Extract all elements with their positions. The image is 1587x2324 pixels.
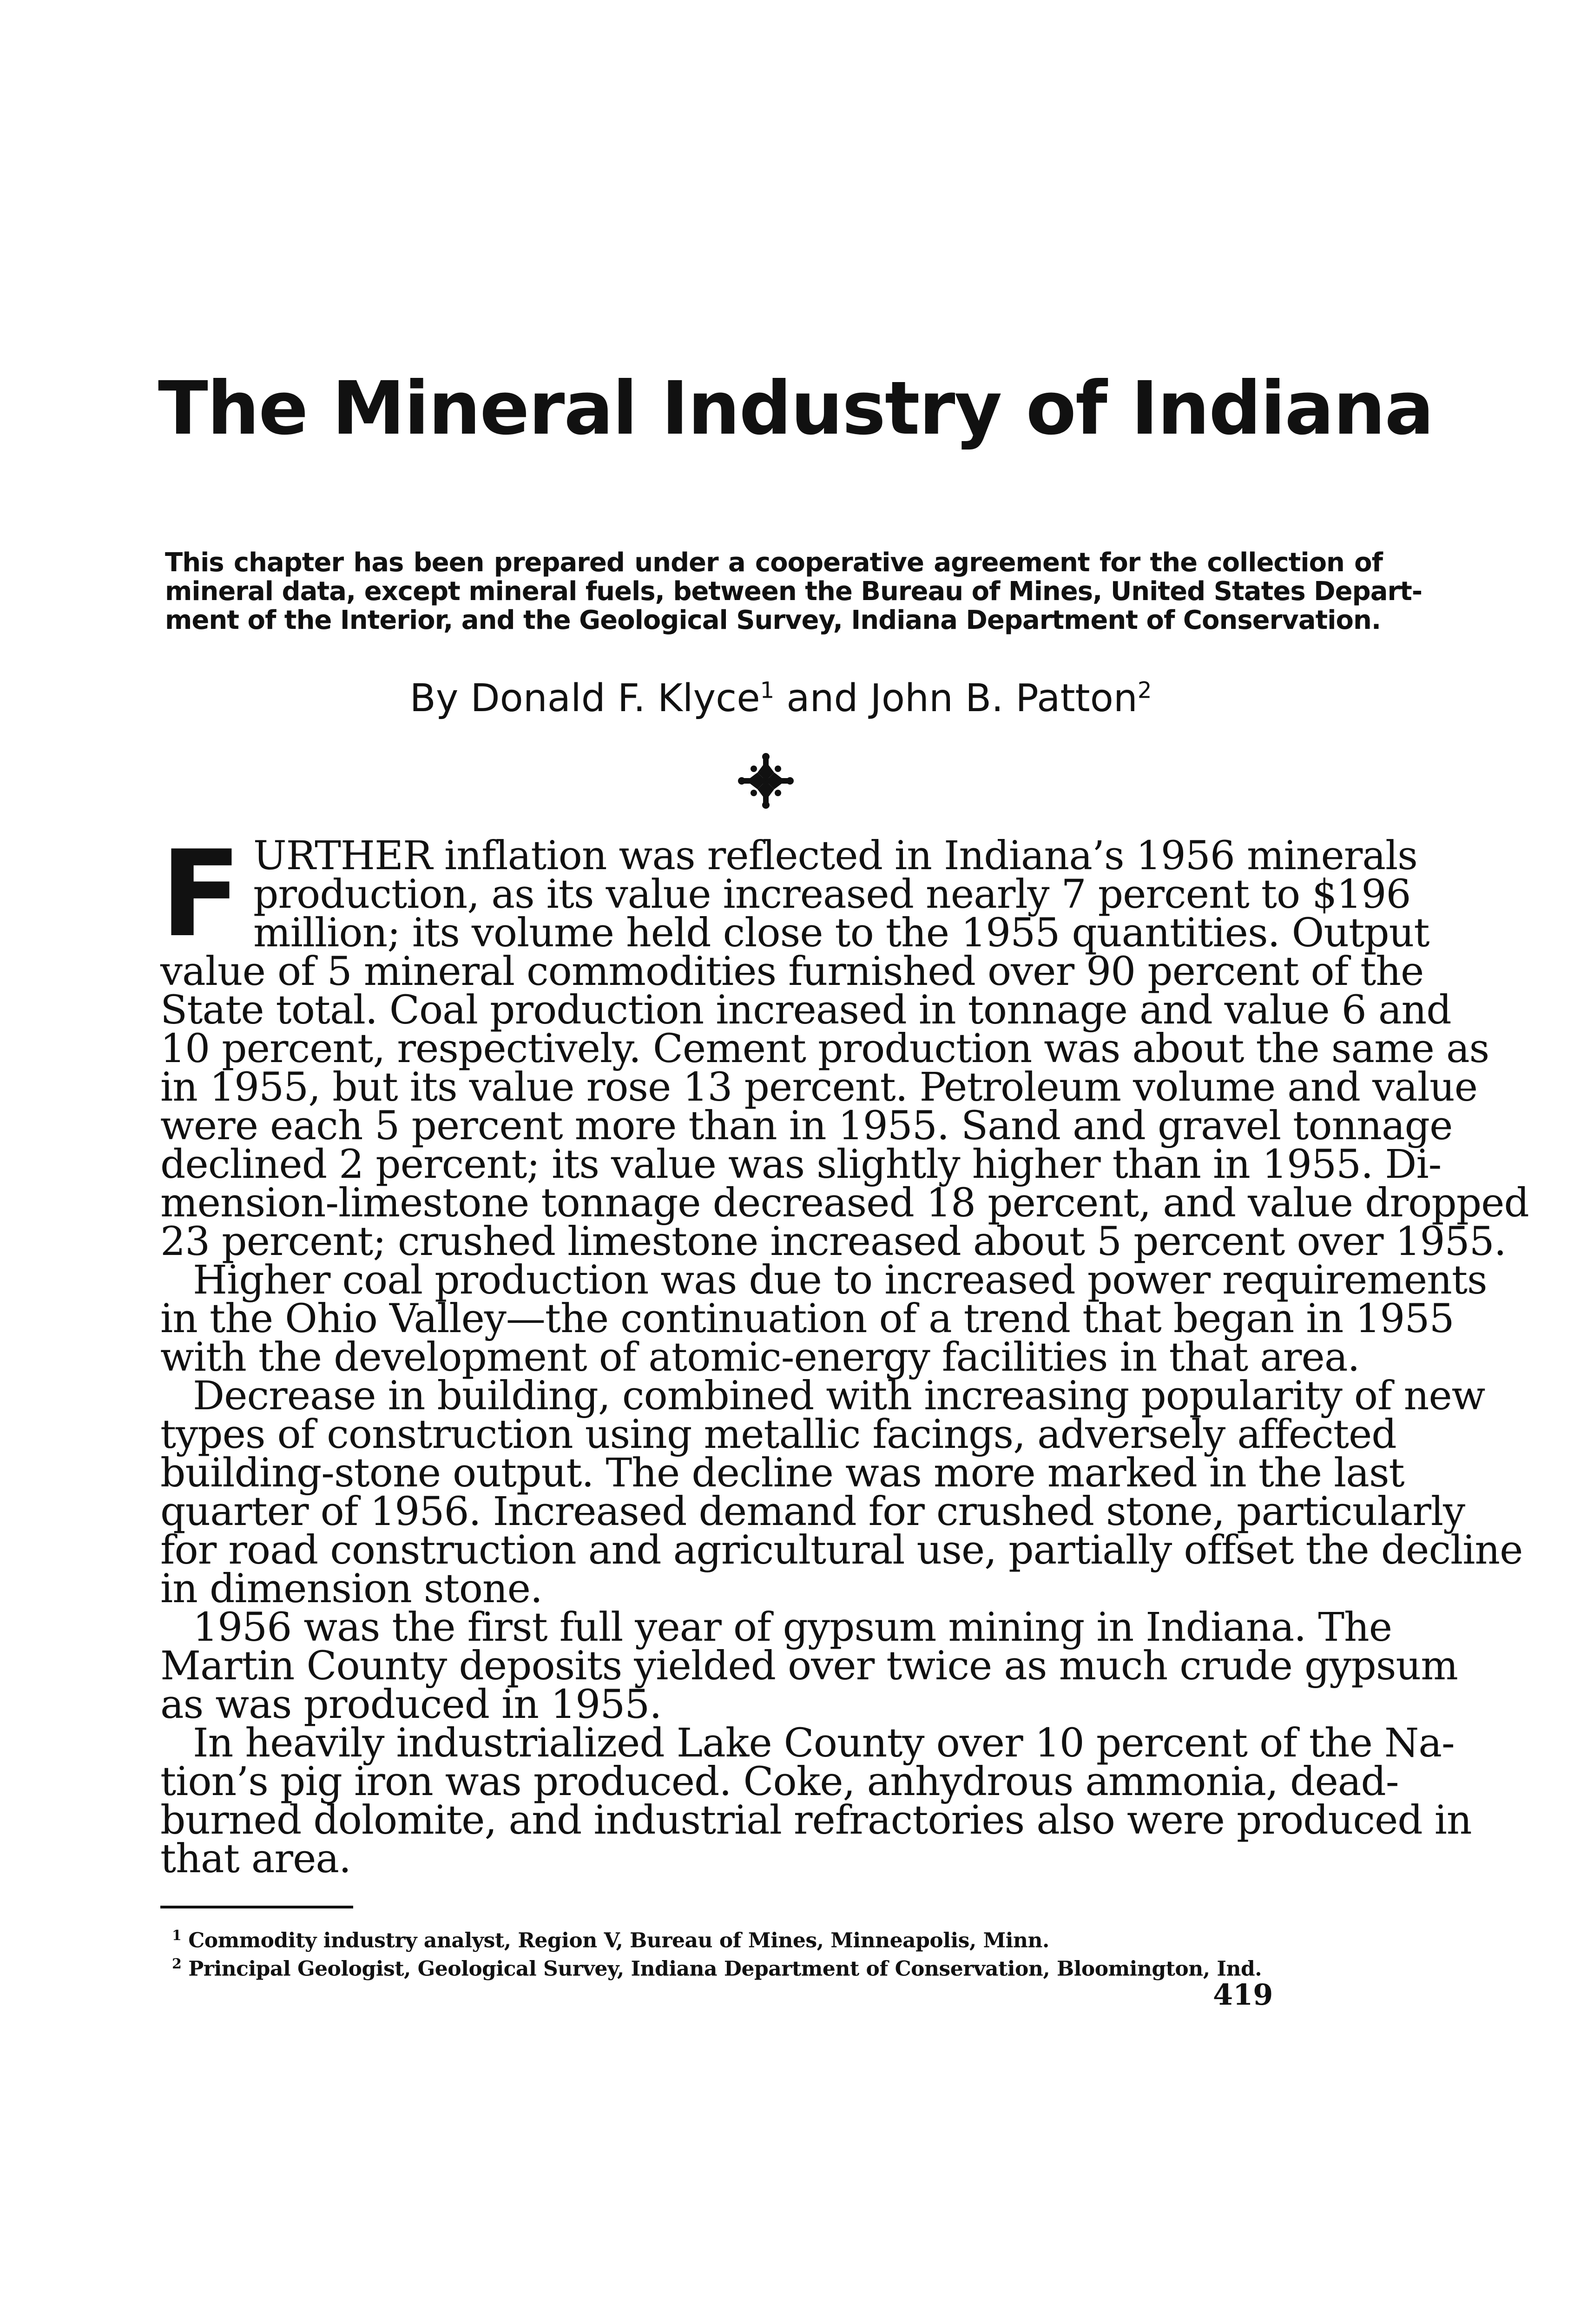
text-line: tion’s pig iron was produced. Coke, anhydrous ammonia, dead- [160, 1759, 1399, 1805]
text-line: In heavily industrialized Lake County over 10 percent of the Na- [193, 1720, 1455, 1766]
author-name: John B. Patton [870, 676, 1138, 720]
text-line: Higher coal production was due to increased power requirements [193, 1257, 1487, 1303]
footnote-text: Commodity industry analyst, Region V, Bureau of Mines, Minneapolis, Minn. [188, 1928, 1049, 1953]
footnote-marker: 2 [172, 1955, 182, 1972]
paragraph [160, 1720, 1472, 1882]
text-line: types of construction using metallic facings, adversely affected [160, 1412, 1396, 1458]
byline [158, 676, 1403, 720]
text-line: 10 percent, respectively. Cement production was about the same as [160, 1026, 1489, 1072]
text-line: building-stone output. The decline was more marked in the last [160, 1450, 1404, 1496]
paragraph [160, 825, 1529, 1265]
text-line: 1956 was the first full year of gypsum mining in Indiana. The [193, 1604, 1392, 1651]
drop-cap: F [160, 825, 241, 964]
text-line: URTHER inflation was reflected in Indiana’s 1956 minerals [253, 833, 1417, 879]
author-name: Donald F. Klyce [470, 676, 760, 720]
text-line: Martin County deposits yielded over twice as much crude gypsum [160, 1643, 1458, 1689]
article-body [160, 825, 1529, 1882]
text-line: million; its volume held close to the 1955 quantities. Output [253, 910, 1429, 956]
paragraph [160, 1257, 1487, 1380]
text-line: in the Ohio Valley—the continuation of a trend that began in 1955 [160, 1296, 1454, 1342]
byline-conjunction: and [786, 676, 858, 720]
text-line: in 1955, but its value rose 13 percent. Petroleum volume and value [160, 1064, 1478, 1110]
text-line: in dimension stone. [160, 1566, 542, 1612]
text-line: Decrease in building, combined with increasing popularity of new [193, 1373, 1485, 1419]
text-line: were each 5 percent more than in 1955. Sand and gravel tonnage [160, 1103, 1453, 1149]
footnote-marker: 1 [172, 1928, 182, 1944]
paragraph [160, 1604, 1458, 1728]
footnote-text: Principal Geologist, Geological Survey, Indiana Department of Conservation, Bloomington, Ind. [188, 1957, 1262, 1981]
text-line: as was produced in 1955. [160, 1682, 662, 1728]
footnote [172, 1953, 1380, 1981]
fleuron-ornament-icon [738, 753, 794, 809]
chapter-title: The Mineral Industry of Indiana [158, 366, 1434, 451]
text-line: quarter of 1956. Increased demand for crushed stone, particularly [160, 1489, 1465, 1535]
paragraph [160, 1373, 1523, 1612]
footnote-ref: 2 [1137, 677, 1152, 704]
text-line: value of 5 mineral commodities furnished over 90 percent of the [160, 949, 1424, 995]
intro-line: ment of the Interior, and the Geological Survey, Indiana Department of Conservation. [165, 605, 1381, 635]
text-line: that area. [160, 1836, 351, 1882]
page-number: 419 [1213, 1978, 1273, 2012]
chapter-intro-note [165, 548, 1422, 635]
footnotes [172, 1924, 1380, 1981]
text-line: mension-limestone tonnage decreased 18 percent, and value dropped [160, 1180, 1529, 1226]
text-line: production, as its value increased nearly 7 percent to $196 [253, 872, 1411, 918]
text-line: State total. Coal production increased in tonnage and value 6 and [160, 987, 1451, 1033]
intro-line: mineral data, except mineral fuels, between the Bureau of Mines, United States Depart- [165, 576, 1422, 607]
footnote-divider [160, 1906, 353, 1908]
text-line: with the development of atomic-energy facilities in that area. [160, 1334, 1360, 1380]
byline-prefix: By [409, 676, 459, 720]
text-line: declined 2 percent; its value was slightly higher than in 1955. Di- [160, 1142, 1442, 1188]
footnote-ref: 1 [760, 677, 775, 704]
text-line: for road construction and agricultural use, partially offset the decline [160, 1527, 1523, 1573]
text-line: burned dolomite, and industrial refractories also were produced in [160, 1797, 1472, 1843]
intro-line: This chapter has been prepared under a cooperative agreement for the collection of [165, 548, 1383, 578]
text-line: 23 percent; crushed limestone increased about 5 percent over 1955. [160, 1219, 1506, 1265]
footnote [172, 1924, 1380, 1953]
